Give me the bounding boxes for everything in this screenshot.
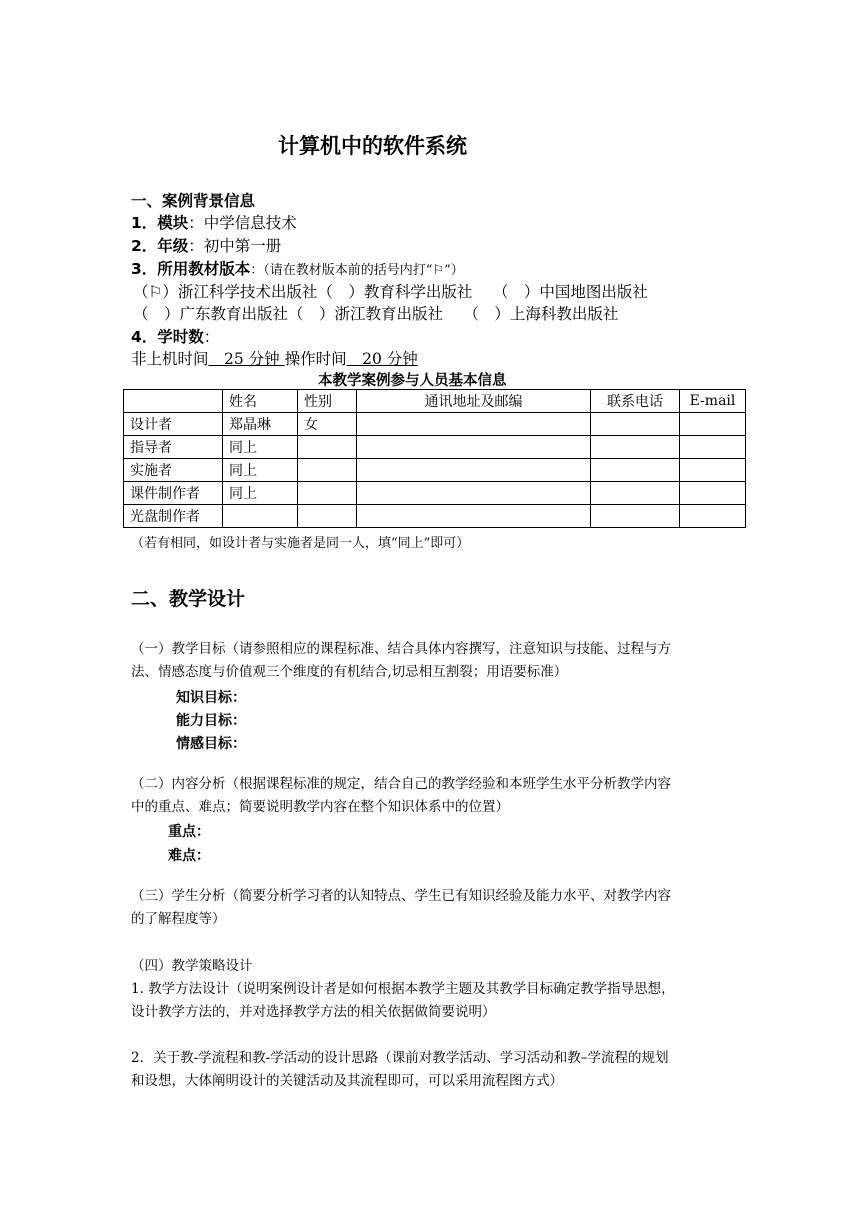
module-label: 1．模块 bbox=[131, 214, 189, 232]
table-header-row bbox=[124, 390, 746, 413]
table-row bbox=[124, 505, 746, 528]
publishers-row-1 bbox=[133, 280, 648, 302]
grade-label: 2．年级 bbox=[131, 237, 189, 255]
non-computer-time-value: 25 分钟 bbox=[208, 350, 285, 368]
table-cell bbox=[298, 459, 357, 482]
table-header-name: 姓名 bbox=[223, 390, 298, 413]
table-cell: 光盘制作者 bbox=[124, 505, 223, 528]
table-header-gender: 性别 bbox=[298, 390, 357, 413]
table-note: （若有相同，如设计者与实施者是同一人，填“同上”即可） bbox=[131, 536, 470, 551]
table-cell bbox=[680, 459, 746, 482]
students-paragraph bbox=[131, 885, 671, 931]
non-computer-time-label: 非上机时间 bbox=[131, 350, 209, 368]
table-row bbox=[124, 413, 746, 436]
table-cell bbox=[680, 436, 746, 459]
table-cell: 郑晶琳 bbox=[223, 413, 298, 436]
section2-heading: 二、教学设计 bbox=[131, 588, 246, 610]
key-point: 重点： bbox=[168, 824, 210, 840]
table-header-phone: 联系电话 bbox=[591, 390, 680, 413]
content-line-1: （二）内容分析（根据课程标准的规定，结合自己的教学经验和本班学生水平分析教学内容 bbox=[131, 776, 671, 792]
strategy-heading: （四）教学策略设计 bbox=[131, 958, 253, 974]
table-title: 本教学案例参与人员基本信息 bbox=[318, 373, 507, 389]
operation-time-value: 20 分钟 bbox=[346, 350, 418, 368]
method-line-1: 1. 教学方法设计（说明案例设计者是如何根据本教学主题及其教学目标确定教学指导思想， bbox=[131, 981, 675, 997]
table-header-email: E-mail bbox=[680, 390, 746, 413]
table-cell bbox=[223, 505, 298, 528]
table-cell bbox=[357, 459, 591, 482]
flow-line-1: 2．关于教-学流程和教-学活动的设计思路（课前对教学活动、学习活动和教–学流程的规划 bbox=[131, 1050, 669, 1066]
hours-detail-line bbox=[131, 347, 418, 369]
hours-label: 4．学时数 bbox=[131, 328, 204, 346]
table-cell bbox=[591, 505, 680, 528]
table-cell bbox=[298, 505, 357, 528]
table-header-address: 通讯地址及邮编 bbox=[357, 390, 591, 413]
document-title: 计算机中的软件系统 bbox=[278, 134, 467, 158]
goals-line-1: （一）教学目标（请参照相应的课程标准、结合具体内容撰写，注意知识与技能、过程与方 bbox=[131, 641, 671, 657]
table-row bbox=[124, 482, 746, 505]
table-cell bbox=[357, 482, 591, 505]
table-cell: 同上 bbox=[223, 436, 298, 459]
table-cell bbox=[298, 436, 357, 459]
table-cell bbox=[357, 505, 591, 528]
flow-line-2: 和设想，大体阐明设计的关键活动及其流程即可，可以采用流程图方式） bbox=[131, 1073, 563, 1089]
content-line-2: 中的重点、难点；简要说明教学内容在整个知识体系中的位置） bbox=[131, 799, 509, 815]
publisher-bracket-open: （ bbox=[133, 283, 149, 301]
difficult-point: 难点： bbox=[168, 848, 210, 864]
table-cell bbox=[591, 436, 680, 459]
goal-emotion: 情感目标： bbox=[176, 736, 246, 752]
flag-check-icon: ⚐ bbox=[432, 263, 445, 278]
goal-knowledge: 知识目标： bbox=[176, 690, 246, 706]
table-cell: 指导者 bbox=[124, 436, 223, 459]
operation-time-label: 操作时间 bbox=[284, 350, 347, 368]
content-paragraph bbox=[131, 773, 671, 819]
students-line-2: 的了解程度等） bbox=[131, 911, 226, 927]
table-cell bbox=[591, 413, 680, 436]
textbook-note-end: ”） bbox=[444, 263, 464, 278]
goals-paragraph bbox=[131, 638, 671, 684]
hours-colon: ： bbox=[203, 328, 220, 346]
table-cell bbox=[680, 505, 746, 528]
participants-table bbox=[123, 389, 746, 528]
grade-value: ：初中第一册 bbox=[188, 237, 282, 255]
goals-line-2: 法、情感态度与价值观三个维度的有机结合,切忌相互割裂；用语要标准） bbox=[131, 664, 568, 680]
table-row bbox=[124, 436, 746, 459]
grade-line bbox=[131, 234, 281, 256]
table-cell: 课件制作者 bbox=[124, 482, 223, 505]
publishers-row-1-text: ）浙江科学技术出版社（ ）教育科学出版社 （ ）中国地图出版社 bbox=[162, 283, 648, 301]
flag-check-icon: ⚐ bbox=[148, 283, 163, 301]
method-line-2: 设计教学方法的，并对选择教学方法的相关依据做简要说明） bbox=[131, 1004, 496, 1020]
table-cell bbox=[591, 482, 680, 505]
table-cell: 同上 bbox=[223, 459, 298, 482]
table-cell bbox=[357, 413, 591, 436]
textbook-note: ：（请在教材版本前的括号内打“ bbox=[250, 263, 433, 278]
textbook-line bbox=[131, 257, 464, 279]
table-cell: 同上 bbox=[223, 482, 298, 505]
section1-heading: 一、案例背景信息 bbox=[131, 192, 256, 210]
table-cell: 实施者 bbox=[124, 459, 223, 482]
textbook-label: 3．所用教材版本 bbox=[131, 260, 251, 278]
table-row bbox=[124, 459, 746, 482]
students-line-1: （三）学生分析（简要分析学习者的认知特点、学生已有知识经验及能力水平、对教学内容 bbox=[131, 888, 671, 904]
table-cell bbox=[680, 413, 746, 436]
table-cell: 设计者 bbox=[124, 413, 223, 436]
method-paragraph bbox=[131, 978, 675, 1024]
goal-ability: 能力目标： bbox=[176, 713, 246, 729]
module-value: ：中学信息技术 bbox=[188, 214, 297, 232]
table-cell bbox=[680, 482, 746, 505]
hours-line bbox=[131, 325, 219, 347]
publishers-row-2: （ ）广东教育出版社（ ）浙江教育出版社 （ ）上海科教出版社 bbox=[133, 305, 619, 323]
table-header-role bbox=[124, 390, 223, 413]
module-line bbox=[131, 211, 297, 233]
table-cell bbox=[357, 436, 591, 459]
table-cell: 女 bbox=[298, 413, 357, 436]
flow-paragraph bbox=[131, 1047, 668, 1093]
table-cell bbox=[591, 459, 680, 482]
table-cell bbox=[298, 482, 357, 505]
